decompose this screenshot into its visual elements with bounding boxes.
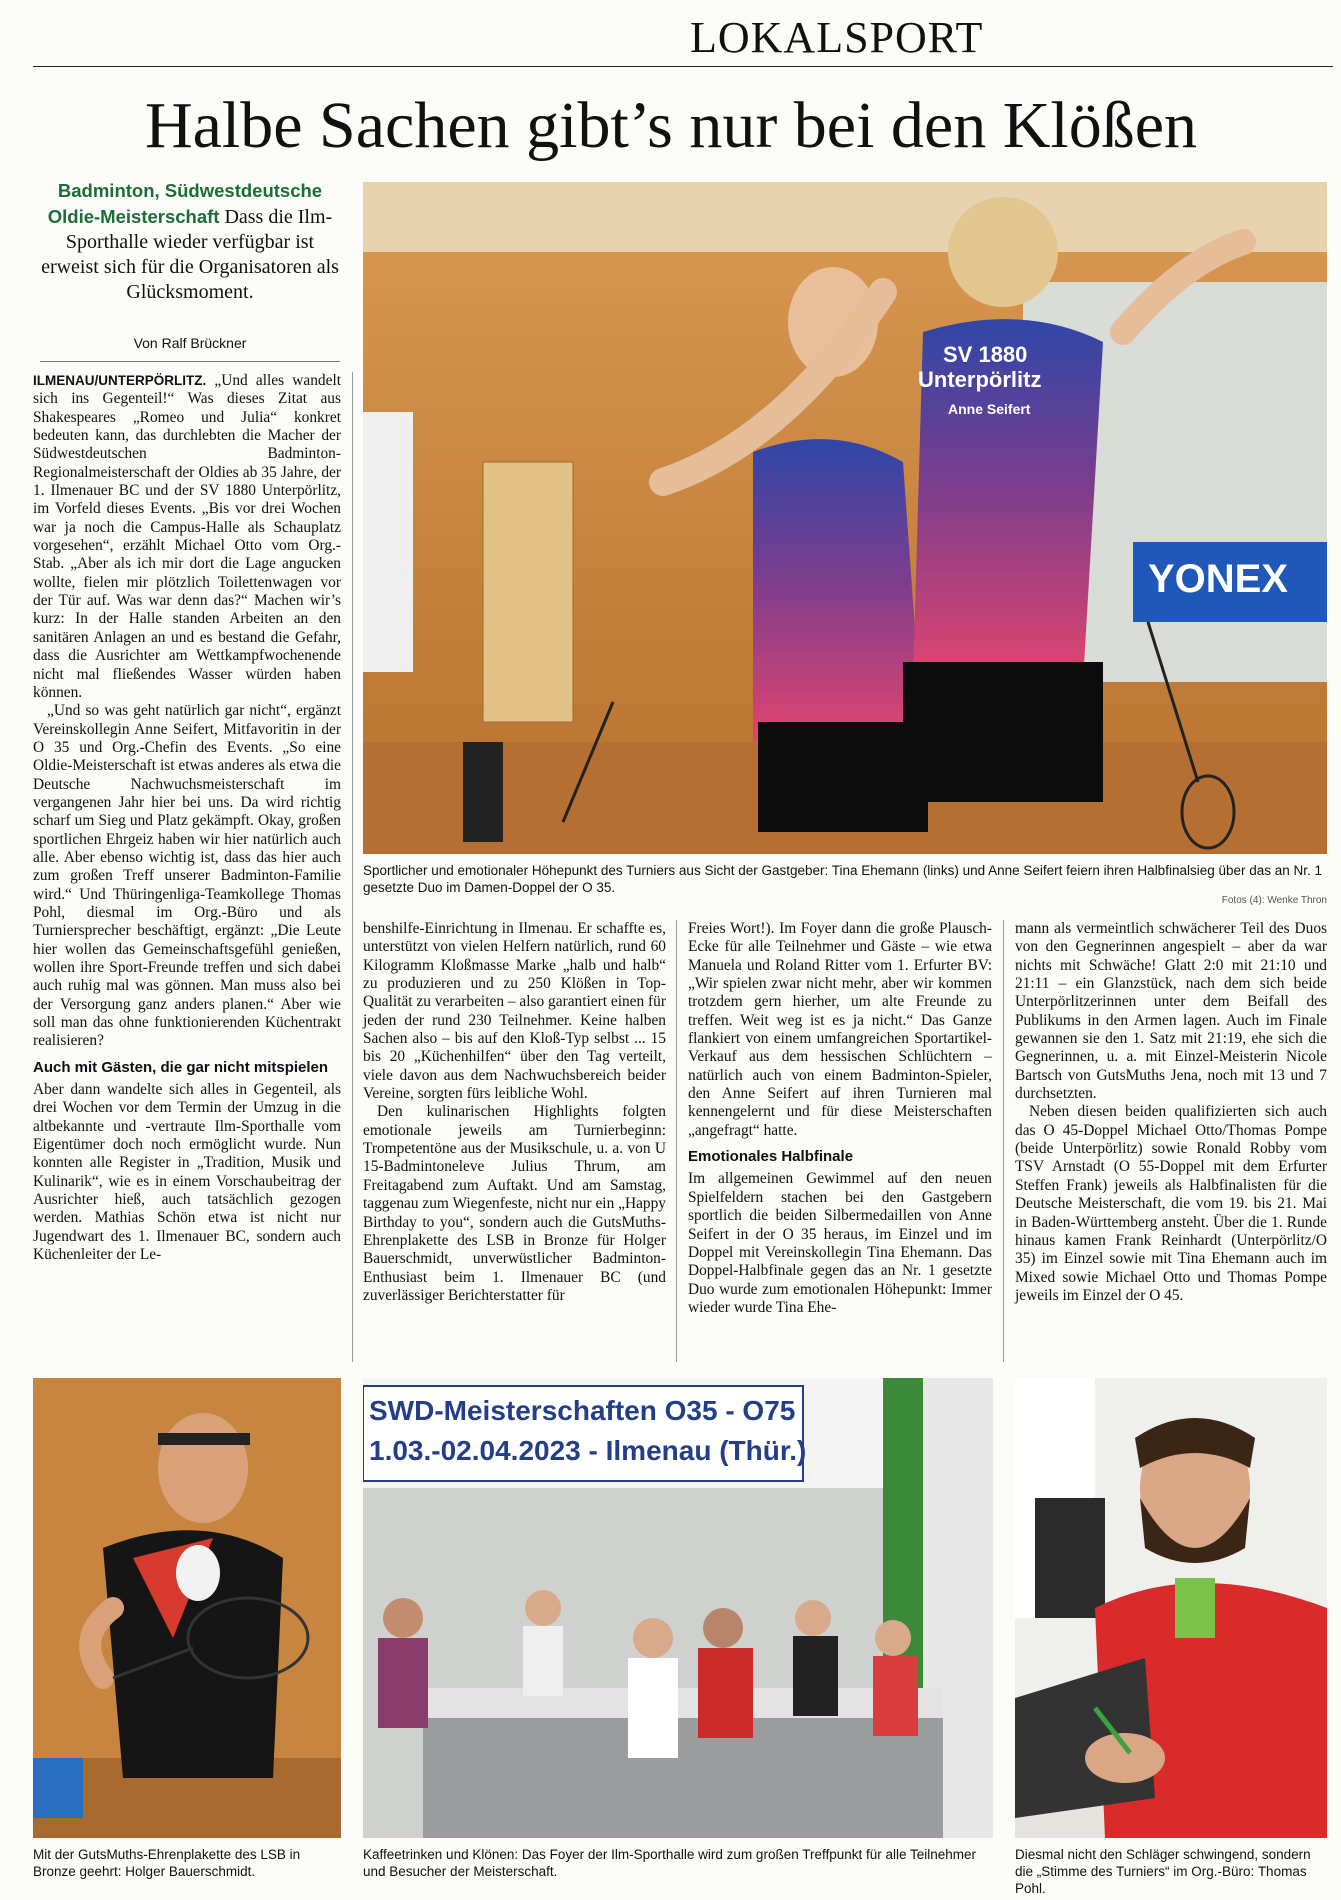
header-rule bbox=[33, 66, 1333, 67]
jersey-town: Unterpörlitz bbox=[918, 367, 1042, 392]
photo-pohl bbox=[1015, 1378, 1327, 1838]
photo-bauerschmidt bbox=[33, 1378, 341, 1838]
byline: Von Ralf Brückner bbox=[40, 335, 340, 362]
main-caption: Sportlicher und emotionaler Höhepunkt des Turniers aus Sicht der Gastgeber: Tina Ehemann (links) und Anne Seifert feiern ihren Halbfinalsieg über das an Nr. 1 gesetzte Duo im Damen-Doppel der O 35. bbox=[363, 863, 1323, 895]
main-photo-illustration bbox=[363, 182, 1327, 854]
article-column-1 bbox=[33, 372, 341, 1265]
banner-line-1: SWD-Meisterschaften O35 - O75 bbox=[369, 1395, 796, 1426]
teaser-text: Dass die Ilm-Sporthalle wieder verfügbar ist erweist sich für die Organisatoren als Glücksmoment. bbox=[41, 206, 339, 303]
article-column-3 bbox=[688, 920, 992, 1317]
photo-foyer bbox=[363, 1378, 993, 1838]
paragraph: mann als vermeintlich schwächerer Teil des Duos von den Gegnerinnen angespielt – aber da war nichts mit Schwäche! Glatt 2:0 mit 21:10 und 21:11 – ein Glanzstück, nach dem sich beide Unterpörlitzerinnen unter dem Beifall des Publikums in den Armen lagen. Auch im Finale gewannen sie den 1. Satz mit 21:19, ehe sich die Gegnerinnen, u. a. mit Einzel-Meisterin Nicole Bartsch von GutsMuths Jena, noch mit 13 und 7 durchsetzten. bbox=[1015, 920, 1327, 1103]
photo-foyer-illustration bbox=[363, 1378, 993, 1838]
jersey-club: SV 1880 bbox=[943, 342, 1028, 367]
photo-credit: Fotos (4): Wenke Thron bbox=[1221, 895, 1327, 906]
caption-left: Mit der GutsMuths-Ehrenplakette des LSB in Bronze geehrt: Holger Bauerschmidt. bbox=[33, 1847, 301, 1879]
caption-mid: Kaffeetrinken und Klönen: Das Foyer der Ilm-Sporthalle wird zum großen Treffpunkt für alle Teilnehmer und Besucher der Meisterschaft. bbox=[363, 1847, 977, 1879]
subhead: Emotionales Halbfinale bbox=[688, 1148, 854, 1166]
teaser bbox=[40, 178, 340, 305]
section-rubric: LOKALSPORT bbox=[690, 13, 984, 62]
article-column-4 bbox=[1015, 920, 1327, 1305]
paragraph: Neben diesen beiden qualifizierten sich auch das O 45-Doppel Michael Otto/Thomas Pompe (beide Unterpörlitz) sowie Ronald Robby vom TSV Arnstadt (O 55-Doppel mit dem Erfurter Steffen Frank) jeweils als Halbfinalisten für die Deutsche Meisterschaft, die vom 19. bis 21. Mai in Baden-Württemberg ansteht. Über die 1. Runde hinaus kamen Frank Reinhardt (Unterpörlitz/O 35) im Einzel sowie mit Tina Ehemann auch im Mixed sowie Michael Otto und Thomas Pompe jeweils im Einzel der O 45. bbox=[1015, 1103, 1327, 1304]
column-divider bbox=[1003, 920, 1004, 1362]
paragraph: „Und so was geht natürlich gar nicht“, ergänzt Vereinskollegin Anne Seifert, Mitfavoritin in der O 35 und Org.-Chefin des Events. „So eine Oldie-Meisterschaft ist etwas anderes als etwa die Deutsche Nachwuchsmeisterschaft im vergangenen Jahr hier bei uns. Da wird richtig scharf um Sieg und Platz gekämpft. Okay, großen sportlichen Ehrgeiz haben wir hier natürlich auch alle. Aber ebenso wichtig ist, dass das hier auch zum großen Treff unserer Badminton-Familie wird.“ Und Thüringenliga-Teamkollege Thomas Pohl, diesmal im Org.-Büro und als Turniersprecher beschäftigt, ergänzt: „Die Leute hier wollen das Gemeinschaftsgefühl genießen, wollen ihre Sport-Freunde treffen und sich dabei auch ruhig mal was gönnen. Man muss also bei der Versorgung ganz anders planen.“ Aber wie soll man das ohne funktionierenden Küchentrakt realisieren? bbox=[33, 702, 341, 1050]
headline: Halbe Sachen gibt’s nur bei den Klößen bbox=[144, 89, 1198, 162]
jersey-name: Anne Seifert bbox=[948, 401, 1031, 417]
column-divider bbox=[352, 372, 353, 1362]
column-divider bbox=[676, 920, 677, 1362]
dateline: ILMENAU/UNTERPÖRLITZ. bbox=[33, 373, 207, 388]
paragraph: Freies Wort!). Im Foyer dann die große Plausch-Ecke für alle Teilnehmer und Gäste – wie etwa Manuela und Roland Ritter vom 1. Erfurter BV: „Wir spielen zwar nicht mehr, aber wir kommen trotzdem gern hierher, um alte Freunde zu treffen. Weit weg ist es ja nicht.“ Das Ganze flankiert von einem umfangreichen Sportartikel-Verkauf aus dem hessischen Schlüchtern – natürlich auch von einem Badminton-Spieler, den Anne Seifert auf ihren Turnieren mal kennengelernt und für diese Meisterschaften „angefragt“ hatte. bbox=[688, 920, 992, 1139]
photo-pohl-illustration bbox=[1015, 1378, 1327, 1838]
paragraph: benshilfe-Einrichtung in Ilmenau. Er schaffte es, unterstützt von vielen Helfern natürlich, rund 60 Kilogramm Kloßmasse Marke „halb und halb“ zu produzieren und zu 250 Klößen in Top-Qualität zu verarbeiten – also garantiert einen für jeden der rund 230 Teilnehmer. Keine halben Sachen also – bis auf den Kloß-Typ selbst ... 15 bis 20 „Küchenhilfen“ über den Tag verteilt, viele davon aus dem Nachwuchsbereich beider Vereine, sorgten fürs leibliche Wohl. bbox=[363, 920, 666, 1103]
teaser-topic: Badminton, Südwestdeutsche Oldie-Meisterschaft bbox=[47, 180, 323, 227]
article-column-2 bbox=[363, 920, 666, 1305]
paragraph: Den kulinarischen Highlights folgten emotionale jeweils am Turnierbeginn: Trompetentöne aus der Musikschule, u. a. von U 15-Badmintoneleve Julius Thrum, am Freitagabend zum Auftakt. Und am Samstag, taggenau zum Wiegenfeste, nicht nur ein „Happy Birthday to you“, sondern auch die GutsMuths-Ehrenplakette des LSB in Bronze für Holger Bauerschmidt, unverwüstlicher Badminton-Enthusiast beim 1. Ilmenauer BC (und zuverlässiger Berichterstatter für bbox=[363, 1103, 666, 1304]
banner-line-2: 1.03.-02.04.2023 - Ilmenau (Thür.) bbox=[369, 1435, 807, 1466]
paragraph: Im allgemeinen Gewimmel auf den neuen Spielfeldern stachen bei den Gastgebern sportlich die beiden Silbermedaillen von Anne Seifert in der O 35 heraus, im Einzel und im Doppel mit Vereinskollegin Tina Ehemann. Das Doppel-Halbfinale gegen das an Nr. 1 gesetzte Duo wurde zum emotionalen Höhepunkt: Immer wieder wurde Tina Ehe- bbox=[688, 1170, 992, 1316]
photo-bauerschmidt-illustration bbox=[33, 1378, 341, 1838]
paragraph: ILMENAU/UNTERPÖRLITZ. „Und alles wandelt sich ins Gegenteil!“ Was dieses Zitat aus Shakespeares „Romeo und Julia“ konkret bedeuten kann, das durchlebten die Macher der Südwestdeutschen Badminton-Regionalmeisterschaft der Oldies ab 35 Jahre, der 1. Ilmenauer BC und der SV 1880 Unterpörlitz, im Vorfeld dieses Events. „Bis vor drei Wochen war ja noch die Campus-Halle als Schauplatz vorgesehen“, erzählt Michael Otto vom Org.-Stab. „Aber als ich mir dort die Lage angucken wollte, fielen mir plötzlich Toilettenwagen vor der Tür auf. Was war denn das?“ Machen wir’s kurz: In der Halle standen Arbeiten an den sanitären Anlagen an und es bestand die Gefahr, dass die Ausrichter am Wettkampfwochenende nicht mal fließendes Wasser würden haben können. bbox=[33, 372, 341, 701]
main-photo bbox=[363, 182, 1327, 854]
caption-right: Diesmal nicht den Schläger schwingend, sondern die „Stimme des Turniers“ im Org.-Büro: Thomas Pohl. bbox=[1015, 1847, 1311, 1896]
yonex-banner: YONEX bbox=[1148, 557, 1289, 601]
subhead: Auch mit Gästen, die gar nicht mitspielen bbox=[33, 1058, 329, 1076]
paragraph: Aber dann wandelte sich alles in Gegenteil, als drei Wochen vor dem Termin der Umzug in die altbekannte und -vertraute Ilm-Sporthalle vom Eigentümer doch noch ermöglicht wurde. Nun konnten alle Register in „Tradition, Musik und Kulinarik“, wie es in einem Vorschaubeitrag der Ausrichter hieß, auch tatsächlich gezogen werden. Mathias Schön etwa ist nicht nur Jugendwart des 1. Ilmenauer BC, sondern auch Küchenleiter der Le- bbox=[33, 1081, 341, 1264]
